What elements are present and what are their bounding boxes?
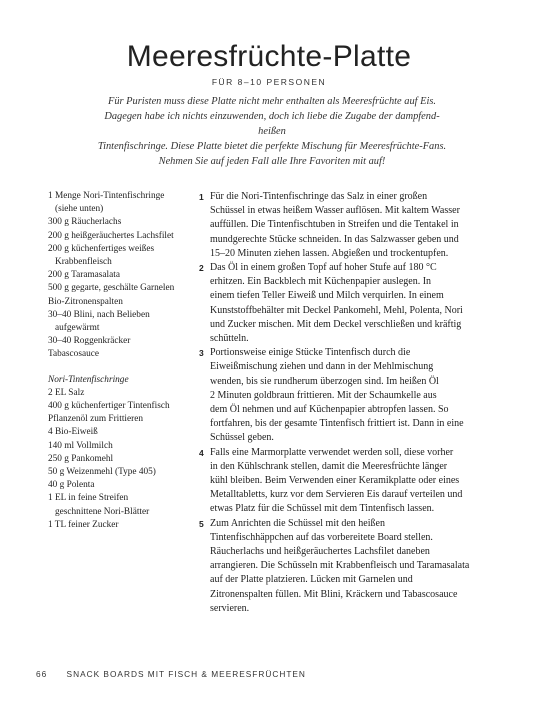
method-steps — [199, 190, 504, 616]
step-text-line: 15–20 Minuten ziehen lassen. Abgießen und trockentupfen. — [210, 247, 449, 259]
ingredient-item: 40 g Polenta — [48, 480, 95, 491]
intro-line: Dagegen habe ich nichts einzuwenden, doch ich liebe die Zugabe der dampfend-heißen — [104, 111, 440, 137]
step-text-line: wenden, bis sie rundherum überzogen sind. Im heißen Öl — [210, 375, 439, 387]
step-text-line: Das Öl in einem großen Topf auf hoher Stufe auf 180 °C — [210, 262, 437, 274]
ingredient-item: 1 EL in feine Streifen — [48, 493, 129, 504]
intro-text — [92, 94, 452, 169]
intro-line: Nehmen Sie auf jeden Fall alle Ihre Favoriten mit auf! — [158, 156, 386, 167]
step-text-line: einem tiefen Teller Eiweiß und Milch verquirlen. In einem — [210, 290, 444, 302]
step-text-line: 2 Minuten goldbraun frittieren. Mit der Schaumkelle aus — [210, 389, 437, 401]
ingredient-item: 1 Menge Nori-Tintenfischringe — [48, 191, 165, 201]
ingredient-item: Krabbenfleisch — [55, 257, 112, 268]
step-text-line: Falls eine Marmorplatte verwendet werden soll, diese vorher — [210, 446, 454, 458]
step-text-line: Schüssel geben. — [210, 432, 274, 444]
ingredient-item: 250 g Pankomehl — [48, 453, 114, 464]
page-footer — [36, 669, 306, 679]
step-text-line: mundgerechte Stücke schneiden. In das Salzwasser geben und — [210, 233, 459, 245]
ingredients-list — [48, 190, 196, 532]
ingredient-item: 30–40 Blini, nach Belieben — [48, 309, 150, 320]
step-text-line: arrangieren. Die Schüsseln mit Krabbenfleisch und Taramasalata — [210, 560, 470, 572]
step-number: 5 — [199, 518, 204, 529]
step-number: 1 — [199, 192, 204, 202]
method-step — [199, 446, 504, 517]
step-text-line: Tintenfischhäppchen auf das vorbereitete Board stellen. — [210, 531, 433, 543]
ingredient-item: 4 Bio-Eiweiß — [48, 427, 98, 438]
ingredient-item: 2 EL Salz — [48, 387, 85, 398]
step-text-line: Schüssel in etwas heißem Wasser auflösen. Mit kaltem Wasser — [210, 205, 460, 217]
ingredient-item: Tabascosauce — [48, 349, 99, 360]
step-text-line: und Zucker mischen. Mit dem Deckel verschließen und kräftig — [210, 318, 462, 330]
step-text-line: schütteln. — [210, 333, 249, 345]
ingredient-item: 1 TL feiner Zucker — [48, 519, 119, 530]
method-step — [199, 346, 504, 445]
step-text-line: auffüllen. Die Tintenfischtuben in Streifen und die Tentakel in — [210, 219, 459, 231]
recipe-title: Meeresfrüchte-Platte — [126, 40, 412, 73]
step-text-line: in den Kühlschrank stellen, damit die Meeresfrüchte länger — [210, 460, 448, 472]
ingredient-item: Bio-Zitronenspalten — [48, 296, 123, 307]
ingredient-item: (siehe unten) — [55, 204, 104, 215]
ingredient-item: 200 g küchenfertiges weißes — [48, 243, 155, 254]
step-text-line: etwas Platz für die Schüssel mit dem Tintenfisch lassen. — [210, 503, 435, 515]
ingredient-item: 200 g Taramasalata — [48, 270, 120, 281]
step-number: 2 — [199, 263, 204, 274]
step-text-line: Eiweißmischung ziehen und dann in der Mehlmischung — [210, 361, 434, 373]
step-text-line: Zitronenspalten füllen. Mit Blini, Kräckern und Tabascosauce — [210, 588, 458, 600]
ingredient-item: geschnittene Nori-Blätter — [55, 506, 150, 517]
ingredient-item: 500 g gegarte, geschälte Garnelen — [48, 283, 175, 294]
step-text-line: Kunststoffbehälter mit Deckel Pankomehl, Mehl, Polenta, Nori — [210, 304, 463, 316]
ingredient-item: 30–40 Roggenkräcker — [48, 336, 131, 347]
ingredient-item: 200 g heißgeräuchertes Lachsfilet — [48, 230, 174, 241]
ingredient-item: 300 g Räucherlachs — [48, 217, 122, 228]
ingredient-item: 50 g Weizenmehl (Type 405) — [48, 467, 156, 478]
step-text-line: auf der Platte platzieren. Lücken mit Garnelen und — [210, 574, 413, 586]
step-text-line: Für die Nori-Tintenfischringe das Salz in einer großen — [210, 191, 428, 202]
intro-line: Für Puristen muss diese Platte nicht mehr enthalten als Meeresfrüchte auf Eis. — [107, 96, 437, 107]
step-text-line: Metalltabletts, kurz vor dem Servieren Eis darauf verteilen und — [210, 489, 463, 501]
step-number: 4 — [199, 447, 204, 458]
section-title: SNACK BOARDS MIT FISCH & MEERESFRÜCHTEN — [66, 669, 306, 679]
ingredient-item: 400 g küchenfertiger Tintenfisch — [48, 401, 170, 412]
step-text-line: Räucherlachs und heißgeräuchertes Lachsfilet daneben — [210, 546, 430, 558]
ingredient-item: Pflanzenöl zum Frittieren — [48, 414, 144, 425]
step-text-line: erhitzen. Ein Backblech mit Küchenpapier auslegen. In — [210, 276, 432, 288]
step-number: 3 — [199, 348, 204, 359]
intro-line: Tintenfischringe. Diese Platte bietet die perfekte Mischung für Meeresfrüchte-Fans. — [97, 141, 447, 152]
method-step — [199, 517, 504, 616]
ingredient-item: aufgewärmt — [55, 323, 100, 334]
method-step — [199, 190, 504, 261]
method-step — [199, 261, 504, 346]
ingredient-item: 140 ml Vollmilch — [48, 440, 113, 451]
step-text-line: Portionsweise einige Stücke Tintenfisch durch die — [210, 347, 411, 359]
sub-recipe-heading: Nori-Tintenfischringe — [48, 374, 129, 385]
step-text-line: kühl bleiben. Beim Verwenden einer Keramikplatte oder eines — [210, 475, 460, 487]
page-number: 66 — [36, 669, 48, 679]
step-text-line: Zum Anrichten die Schüssel mit den heißen — [210, 517, 385, 529]
step-text-line: dem Öl nehmen und auf Küchenpapier abtropfen lassen. So — [210, 404, 449, 416]
step-text-line: servieren. — [210, 602, 250, 614]
servings-label: FÜR 8–10 PERSONEN — [211, 77, 327, 87]
step-text-line: fortfahren, bis der gesamte Tintenfisch frittiert ist. Dann in eine — [210, 418, 464, 430]
